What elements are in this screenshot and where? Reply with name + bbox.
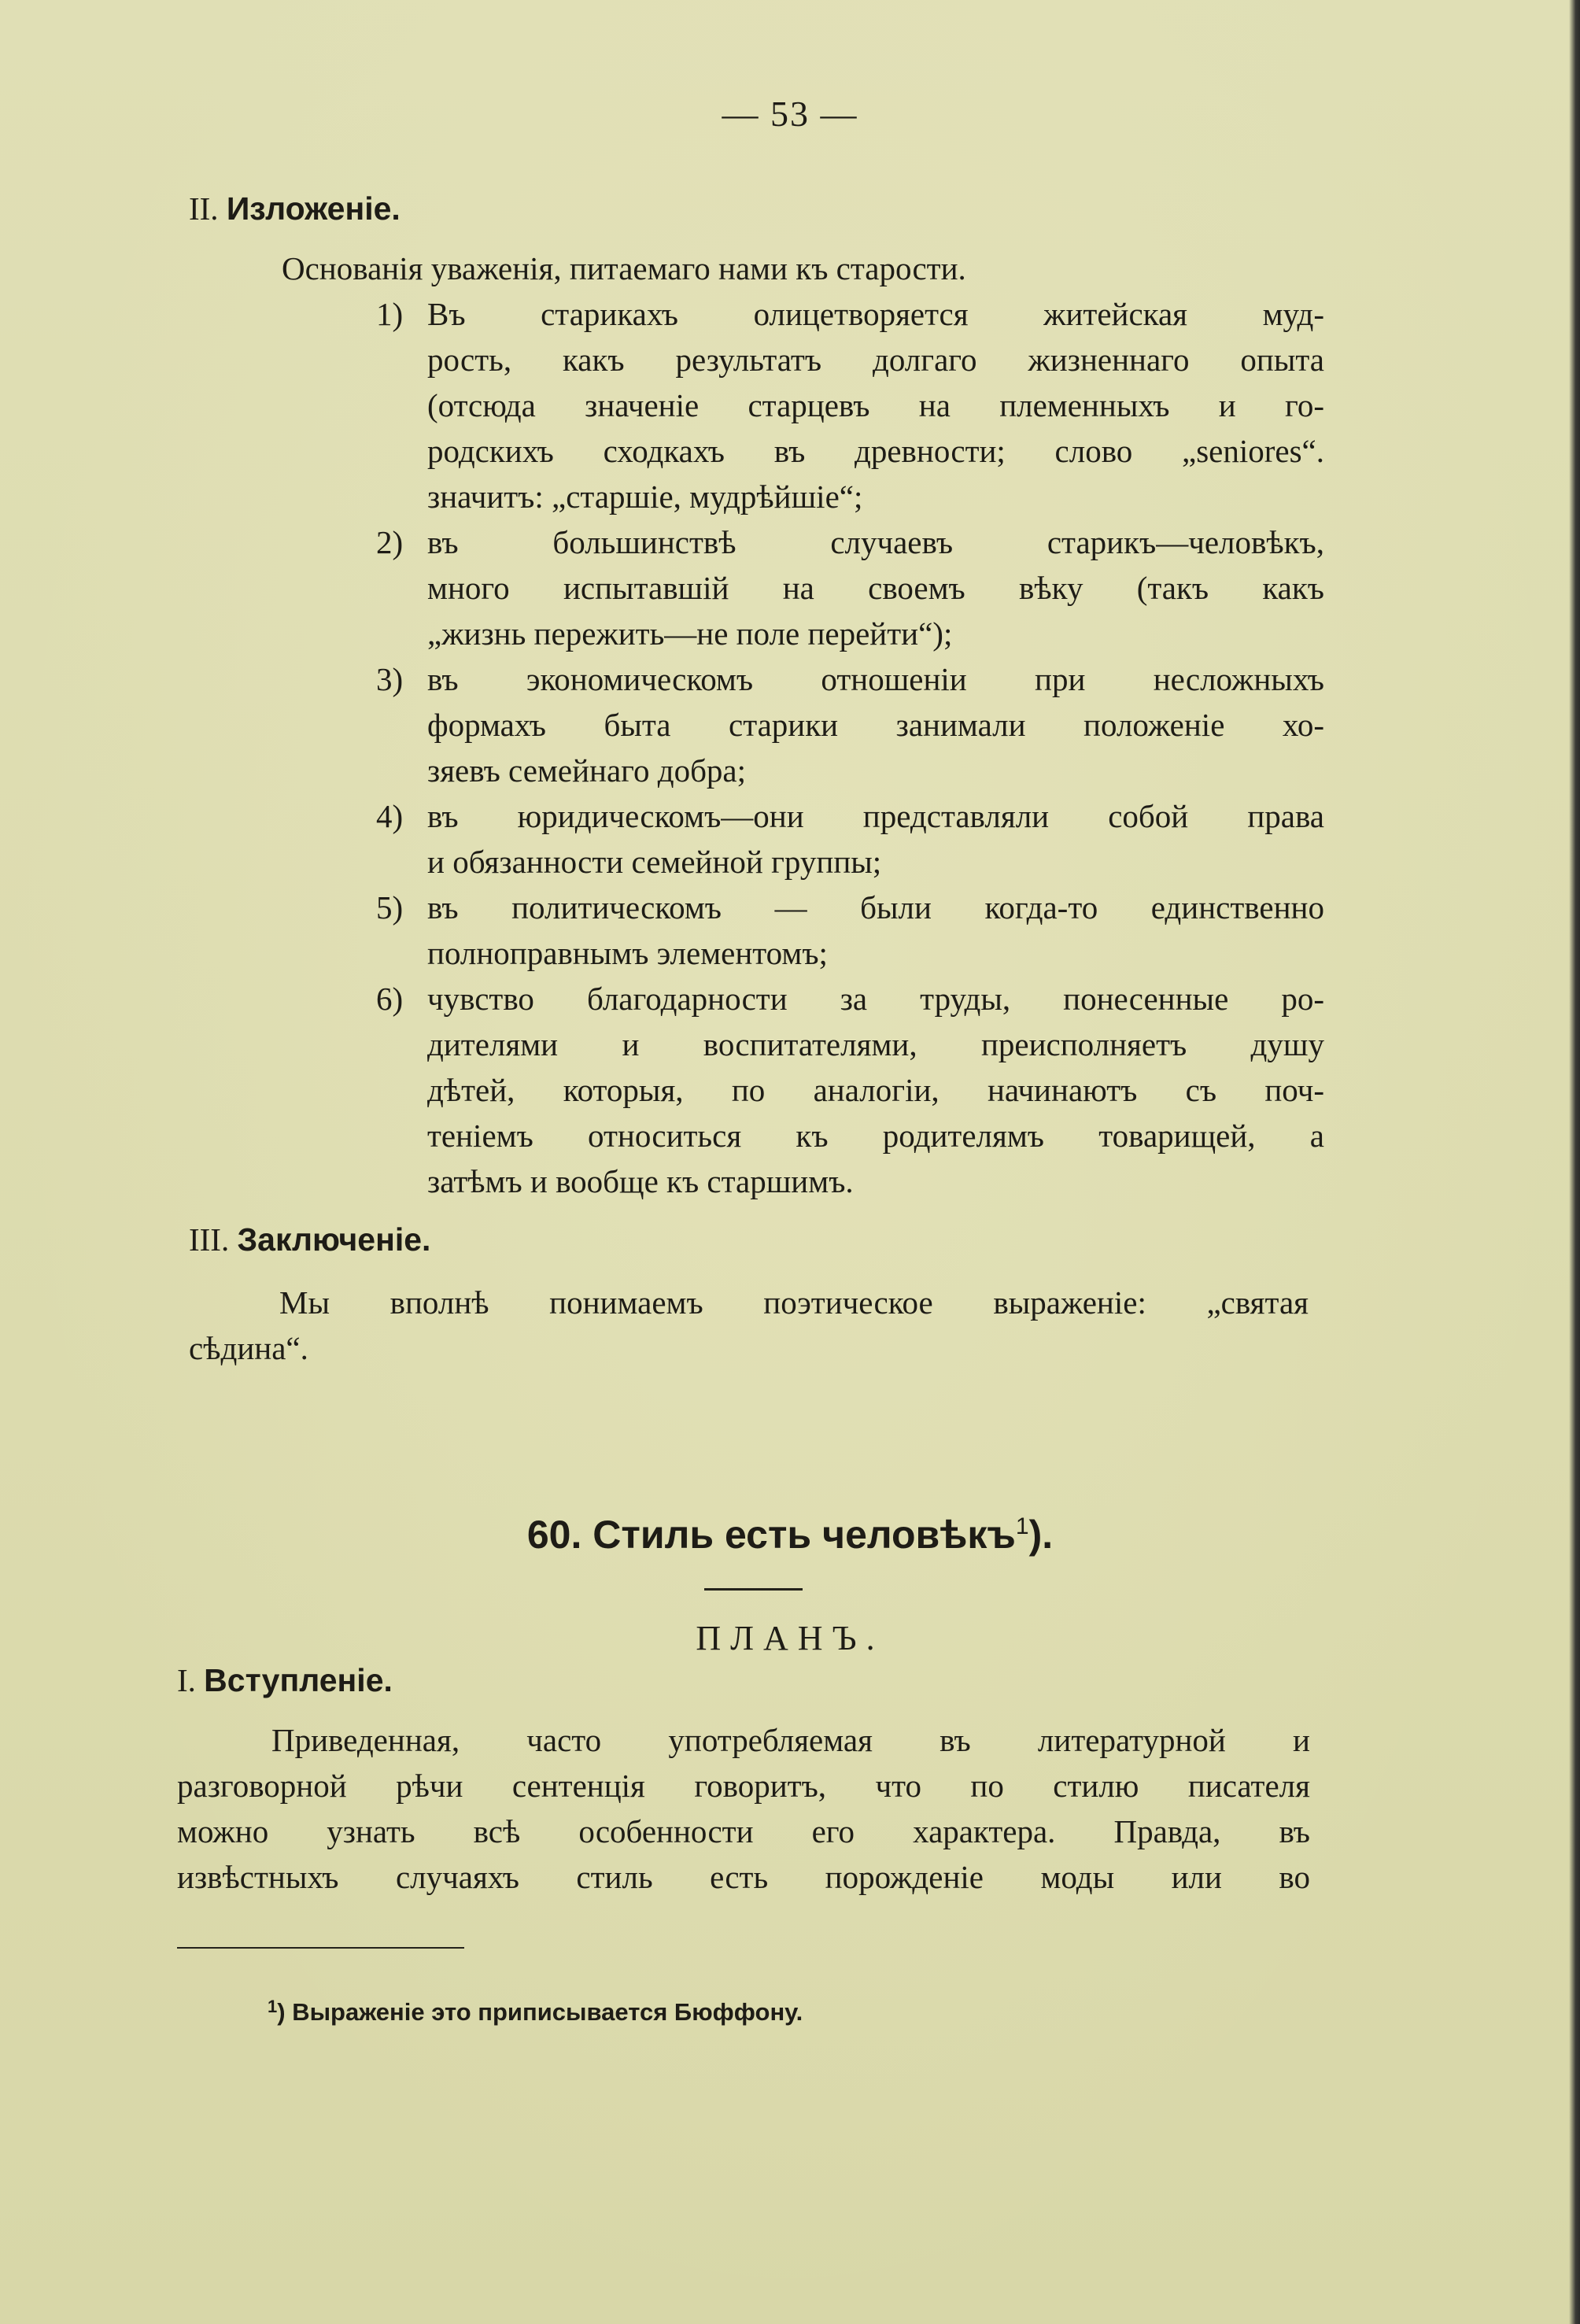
item-number: 5) xyxy=(376,889,404,926)
item-line: „жизнь пережить—не поле перейти“); xyxy=(427,615,953,652)
footnote-divider xyxy=(177,1947,464,1949)
item-line: родскихъ сходкахъ въ древности; слово „seniores“. xyxy=(427,433,1324,469)
page-edge-shadow xyxy=(1569,0,1580,2324)
item-number: 2) xyxy=(376,524,404,560)
item-line: полноправнымъ элементомъ; xyxy=(427,935,828,971)
item-line: значитъ: „старшіе, мудрѣйшіе“; xyxy=(427,478,863,515)
item-line: зяевъ семейнаго добра; xyxy=(427,752,747,789)
section-numeral: I. xyxy=(177,1662,196,1698)
item-number: 1) xyxy=(376,296,404,332)
section-heading-2 xyxy=(189,189,401,228)
section-numeral: III. xyxy=(189,1221,230,1258)
page-number: — 53 — xyxy=(722,94,858,134)
section-heading-3 xyxy=(189,1220,430,1259)
section-title: Заключеніе. xyxy=(237,1221,431,1258)
intro-paragraph-line: можно узнать всѣ особенности его характера. Правда, въ xyxy=(177,1813,1310,1849)
intro-line: Основанія уваженія, питаемаго нами къ старости. xyxy=(282,250,966,286)
plan-heading: ПЛАНЪ. xyxy=(696,1619,884,1657)
item-line: рость, какъ результатъ долгаго жизненнаго опыта xyxy=(427,342,1324,378)
essay-title-text: 60. Стиль есть человѣкъ xyxy=(526,1513,1016,1557)
title-divider xyxy=(704,1588,803,1591)
item-line: и обязанности семейной группы; xyxy=(427,844,882,880)
essay-title xyxy=(0,1503,1580,1558)
section-numeral: II. xyxy=(189,190,219,227)
intro-paragraph-line: разговорной рѣчи сентенція говоритъ, что по стилю писателя xyxy=(177,1768,1310,1804)
conclusion-line: сѣдина“. xyxy=(189,1330,308,1366)
item-number: 6) xyxy=(376,981,404,1017)
item-line: въ экономическомъ отношеніи при несложныхъ xyxy=(427,661,1324,697)
footnote-text: Выраженіе это приписывается Бюффону. xyxy=(285,1998,803,2026)
item-line: въ большинствѣ случаевъ старикъ—человѣкъ, xyxy=(427,524,1324,560)
essay-title-close: ). xyxy=(1028,1513,1054,1557)
footnote-mark-close: ) xyxy=(277,1998,286,2026)
section-heading-1 xyxy=(177,1661,393,1700)
intro-paragraph-line: извѣстныхъ случаяхъ стиль есть порожденіе моды или во xyxy=(177,1859,1310,1895)
item-line: (отсюда значеніе старцевъ на племенныхъ и го- xyxy=(427,387,1324,423)
item-line: теніемъ относиться къ родителямъ товарищей, а xyxy=(427,1118,1324,1154)
footnote-mark: 1 xyxy=(1015,1513,1029,1539)
section-title: Изложеніе. xyxy=(226,190,401,227)
item-number: 4) xyxy=(376,798,404,834)
item-line: въ политическомъ — были когда-то единственно xyxy=(427,889,1324,926)
item-line: затѣмъ и вообще къ старшимъ. xyxy=(427,1163,854,1199)
item-line: много испытавшій на своемъ вѣку (такъ какъ xyxy=(427,570,1324,606)
item-line: чувство благодарности за труды, понесенные ро- xyxy=(427,981,1324,1017)
conclusion-line: Мы вполнѣ понимаемъ поэтическое выраженіе: „святая xyxy=(279,1284,1309,1321)
item-number: 3) xyxy=(376,661,404,697)
item-line: дѣтей, которыя, по аналогіи, начинаютъ съ поч- xyxy=(427,1072,1324,1108)
item-line: дителями и воспитателями, преисполняетъ душу xyxy=(427,1026,1324,1062)
item-line: формахъ быта старики занимали положеніе хо- xyxy=(427,707,1324,743)
footnote xyxy=(268,1991,803,2028)
intro-paragraph-line: Приведенная, часто употребляемая въ литературной и xyxy=(271,1722,1310,1758)
footnote-mark: 1 xyxy=(268,1997,278,2016)
item-line: въ юридическомъ—они представляли собой права xyxy=(427,798,1324,834)
item-line: Въ старикахъ олицетворяется житейская муд- xyxy=(427,296,1324,332)
section-title: Вступленіе. xyxy=(204,1662,393,1698)
